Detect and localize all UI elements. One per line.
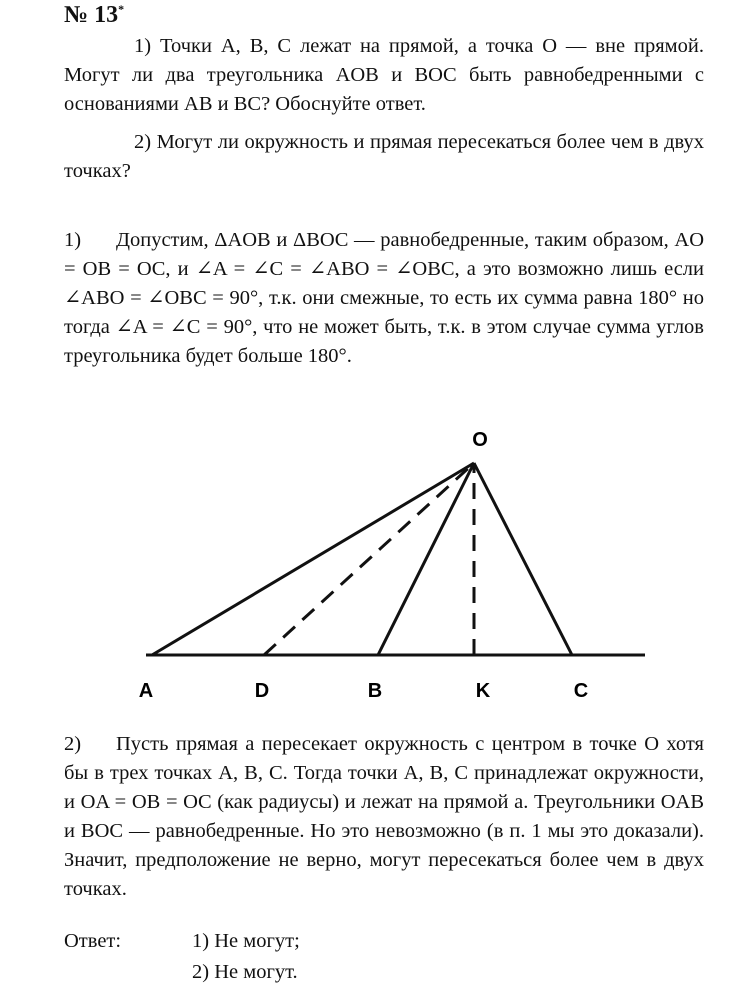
label-C: C (573, 680, 589, 702)
label-O: O (472, 429, 488, 451)
solution-2-label: 2) (64, 733, 82, 755)
answer-item-1: 1) Не могут; (192, 930, 300, 952)
solution-1-text: Допустим, ΔAOB и ΔBOC — равнобедренные, таким образом, AO = OB = OC, и ∠A = ∠C = ∠ABO = ∠OBC, а это возможно лишь если ∠ABO = ∠OBC = 90°, т.к. они смежные, то есть их сумма равна 180° но тогда ∠A = ∠C = 90°, что не может быть, т.к. в этом случае сумма углов треугольника будет больше 180°. (64, 229, 704, 367)
task-number: № 13* (64, 2, 125, 28)
problem-part-1: 1) Точки A, B, C лежат на прямой, а точка O — вне прямой. Могут ли два треугольника AOB и BOC быть равнобедренными с основаниями AB и BC? Обоснуйте ответ. (64, 35, 704, 115)
segment-OC (474, 463, 572, 655)
label-K: K (475, 680, 491, 702)
answer-item-2: 2) Не могут. (192, 961, 298, 983)
task-star: * (118, 2, 125, 16)
label-B: B (367, 680, 383, 702)
label-A: A (138, 680, 154, 702)
solution-1-label: 1) (64, 229, 82, 251)
problem-part-2: 2) Могут ли окружность и прямая пересекаться более чем в двух точках? (64, 131, 704, 182)
answer-label: Ответ: (64, 930, 122, 952)
solution-2-text: Пусть прямая a пересекает окружность с центром в точке O хотя бы в трех точках A, B, C. Тогда точки A, B, C принадлежат окружности, и OA = OB = OC (как радиусы) и лежат на прямой a. Треугольники OAB и BOC — равнобедренные. Но это невозможно (в п. 1 мы это доказали). Значит, предположение не верно, могут пересекаться более чем в двух точках. (64, 733, 704, 900)
segment-OD (264, 463, 474, 655)
solution-2 (64, 730, 704, 904)
label-D: D (254, 680, 270, 702)
